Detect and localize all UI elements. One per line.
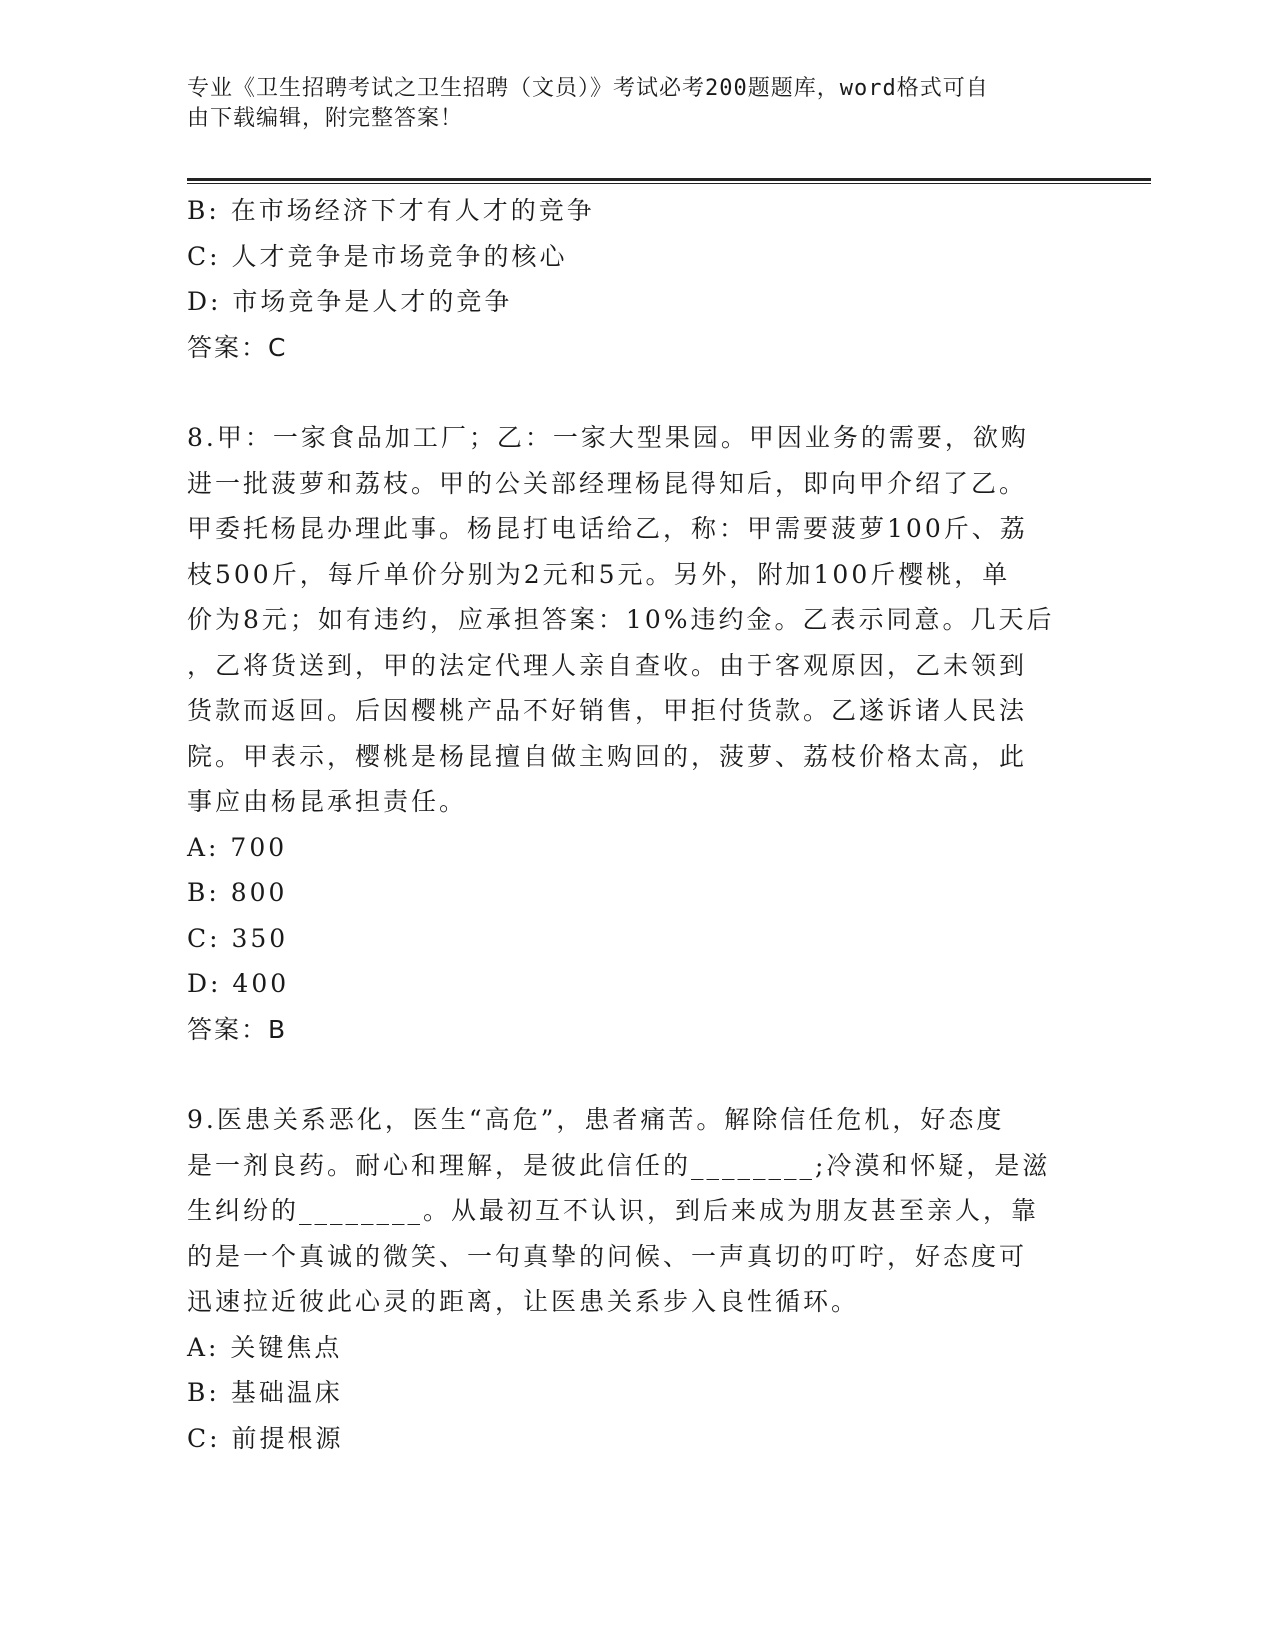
header-divider-thick	[187, 178, 1151, 181]
stem-line: ，乙将货送到，甲的法定代理人亲自查收。由于客观原因，乙未领到	[187, 650, 1028, 680]
answer-line: 答案：C	[187, 332, 288, 362]
stem-line: 价为8元；如有违约，应承担答案：10%违约金。乙表示同意。几天后	[187, 605, 1055, 634]
spacer	[187, 370, 1067, 415]
stem-line: 进一批菠萝和荔枝。甲的公关部经理杨昆得知后，即向甲介绍了乙。	[187, 468, 1028, 498]
spacer	[187, 1052, 1067, 1097]
stem-line: 是一剂良药。耐心和理解，是彼此信任的________;冷漠和怀疑，是滋	[187, 1150, 1051, 1180]
option-d: D: 400	[187, 969, 290, 998]
answer-line: 答案：B	[187, 1014, 288, 1044]
question-stem	[187, 415, 1067, 825]
stem-line: 货款而返回。后因樱桃产品不好销售，甲拒付货款。乙遂诉诸人民法	[187, 696, 1028, 725]
header-divider-thin	[187, 183, 1151, 184]
option-a: A: 关键焦点	[187, 1332, 343, 1362]
question-9	[187, 1097, 1067, 1461]
option-d: D: 市场竞争是人才的竞争	[187, 287, 513, 316]
stem-line: 生纠纷的________。从最初互不认识，到后来成为朋友甚至亲人，靠	[187, 1196, 1040, 1225]
question-stem	[187, 1097, 1067, 1325]
stem-line: 事应由杨昆承担责任。	[187, 787, 468, 816]
header-line-1: 专业《卫生招聘考试之卫生招聘（文员）》考试必考200题题库，word格式可自	[187, 76, 989, 101]
option-c: C: 350	[187, 923, 289, 953]
stem-line: 9.医患关系恶化，医生“高危”，患者痛苦。解除信任危机，好态度	[187, 1105, 1005, 1134]
option-a: A: 700	[187, 832, 288, 862]
stem-line: 甲委托杨昆办理此事。杨昆打电话给乙，称：甲需要菠萝100斤、荔	[187, 514, 1028, 543]
option-c: C: 前提根源	[187, 1423, 344, 1453]
stem-line: 院。甲表示，樱桃是杨昆擅自做主购回的，菠萝、荔枝价格太高，此	[187, 741, 1028, 771]
question-8	[187, 415, 1067, 1052]
option-b: B: 基础温床	[187, 1378, 343, 1407]
option-b: B: 在市场经济下才有人才的竞争	[187, 196, 595, 225]
option-c: C: 人才竞争是市场竞争的核心	[187, 241, 568, 271]
document-header	[187, 74, 1067, 134]
header-line-2: 由下载编辑，附完整答案！	[187, 106, 464, 131]
document-body	[187, 188, 1067, 1461]
stem-line: 枝500斤，每斤单价分别为2元和5元。另外，附加100斤樱桃，单	[187, 559, 1011, 589]
stem-line: 迅速拉近彼此心灵的距离，让医患关系步入良性循环。	[187, 1287, 860, 1316]
stem-line: 8.甲：一家食品加工厂；乙：一家大型果园。甲因业务的需要，欲购	[187, 423, 1029, 452]
stem-line: 的是一个真诚的微笑、一句真挚的问候、一声真切的叮咛，好态度可	[187, 1241, 1028, 1271]
prev-question	[187, 188, 1067, 370]
option-b: B: 800	[187, 878, 288, 907]
